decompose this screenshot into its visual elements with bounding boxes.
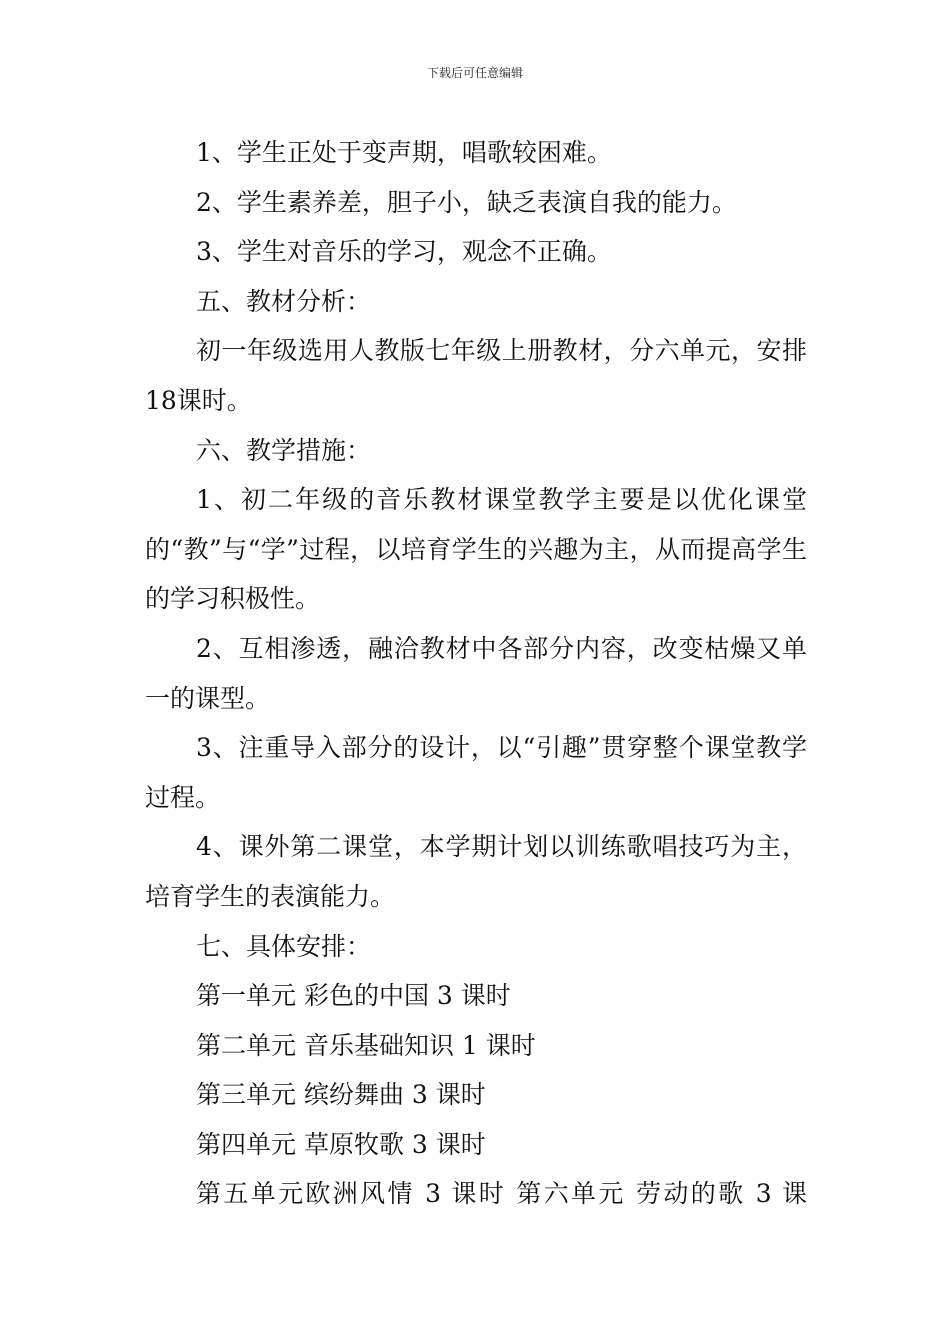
paragraph-1: 1、学生正处于变声期，唱歌较困难。: [196, 138, 612, 167]
paragraph-5: 1、初二年级的音乐教材课堂教学主要是以优化课堂的“教”与“学”过程，以培育学生的兴趣为主，从而提高学生的学习积极性。: [145, 485, 807, 614]
paragraph-3: 3、学生对音乐的学习，观念不正确。: [196, 237, 612, 267]
paragraph-8: 4、课外第二课堂，本学期计划以训练歌唱技巧为主，培育学生的表演能力。: [145, 832, 807, 911]
schedule-item-5: 第五单元欧洲风情 3 课时 第六单元 劳动的歌 3 课: [196, 1179, 807, 1209]
paragraph-6: 2、互相渗透，融洽教材中各部分内容，改变枯燥又单一的课型。: [145, 633, 807, 713]
paragraph-7: 3、注重导入部分的设计，以“引趣”贯穿整个课堂教学过程。: [145, 733, 807, 812]
paragraph-2: 2、学生素养差，胆子小，缺乏表演自我的能力。: [196, 187, 737, 217]
schedule-item-1: 第一单元 彩色的中国 3 课时: [196, 981, 511, 1011]
paragraph-4: 初一年级选用人教版七年级上册教材，分六单元，安排18课时。: [145, 336, 807, 415]
section-heading-5: 五、教材分析：: [196, 286, 372, 316]
schedule-item-2: 第二单元 音乐基础知识 1 课时: [196, 1030, 536, 1060]
section-heading-7: 七、具体安排：: [196, 931, 372, 961]
document-body: [145, 128, 807, 1219]
schedule-item-4: 第四单元 草原牧歌 3 课时: [196, 1129, 486, 1159]
section-heading-6: 六、教学措施：: [196, 435, 372, 465]
schedule-item-3: 第三单元 缤纷舞曲 3 课时: [196, 1080, 486, 1110]
page-header: 下载后可任意编辑: [426, 66, 523, 80]
